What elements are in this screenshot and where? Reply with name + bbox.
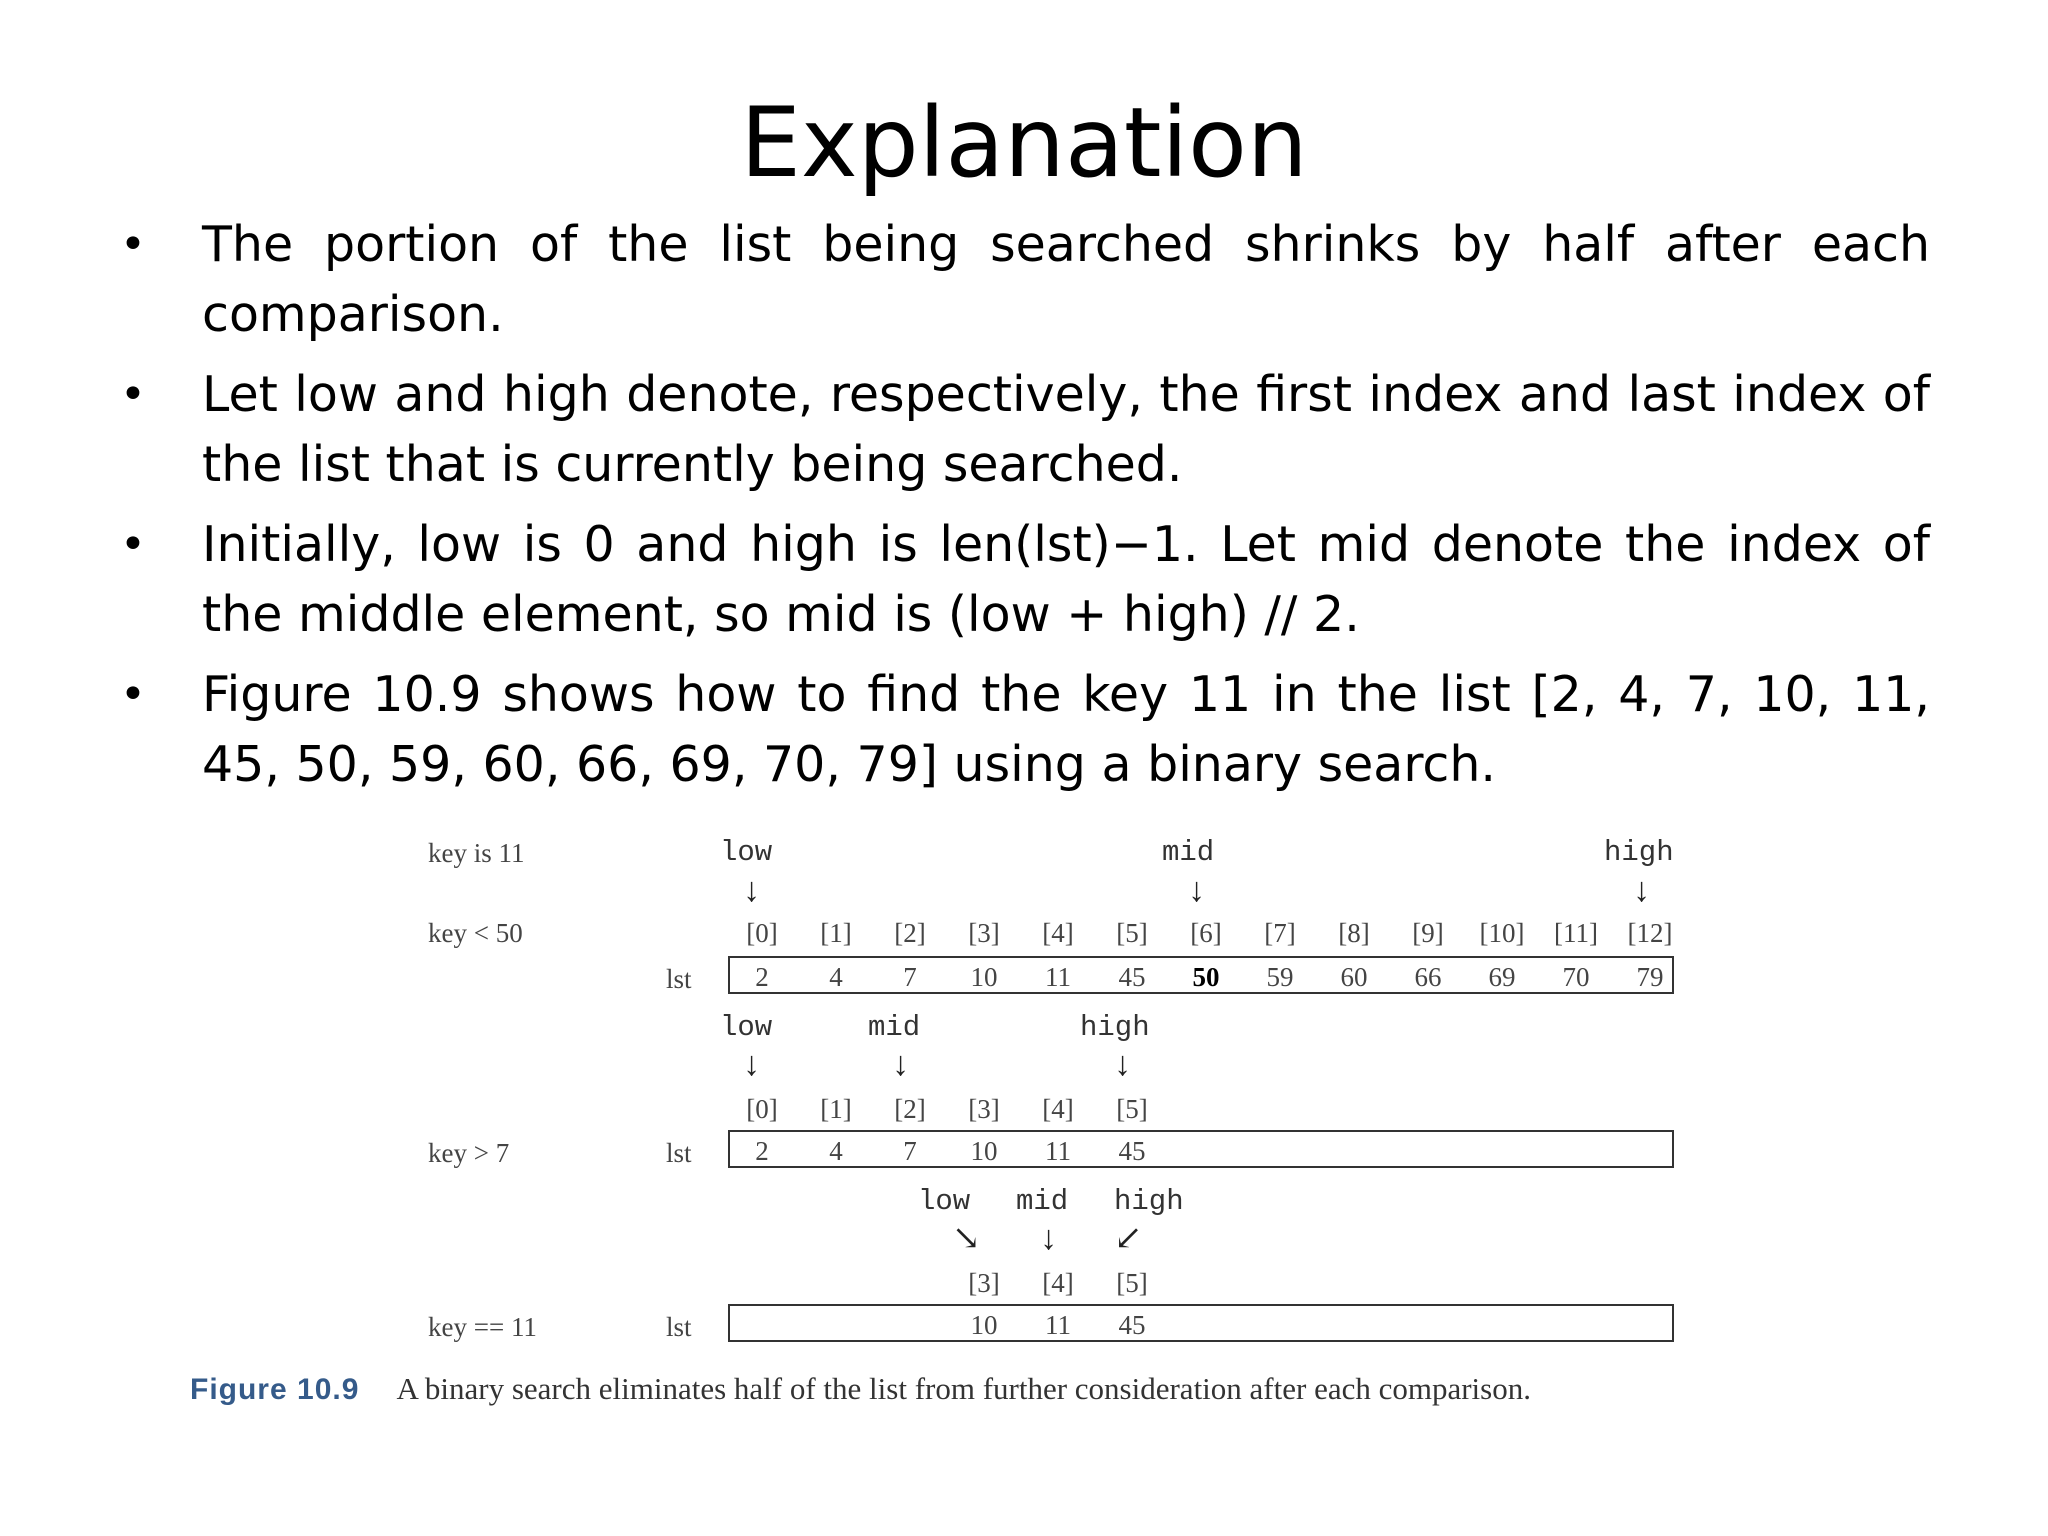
list-value: 10 bbox=[970, 1310, 998, 1340]
list-value: 70 bbox=[1562, 962, 1590, 992]
list-index: [5] bbox=[1116, 1268, 1148, 1298]
list-value: 79 bbox=[1636, 962, 1664, 992]
bullet-text: Let low and high denote, respectively, the first index and last index of the list that is currently being searched. bbox=[202, 366, 1930, 493]
row1-key-label: key < 50 bbox=[428, 918, 523, 948]
list-value: 66 bbox=[1414, 962, 1442, 992]
list-index: [9] bbox=[1412, 918, 1444, 948]
down-right-arrow-icon: ↘ bbox=[952, 1220, 981, 1257]
binary-search-figure bbox=[190, 826, 1950, 1466]
list-value: 7 bbox=[903, 962, 917, 992]
list-index: [6] bbox=[1190, 918, 1222, 948]
row1-low-label: low bbox=[720, 836, 773, 869]
list-index: [11] bbox=[1554, 918, 1598, 948]
bullet-dot: • bbox=[120, 219, 146, 270]
list-index: [10] bbox=[1479, 918, 1525, 948]
list-index: [12] bbox=[1627, 918, 1673, 948]
list-index: [3] bbox=[968, 918, 1000, 948]
down-arrow-icon: ↓ bbox=[1633, 872, 1650, 909]
row2-mid-label: mid bbox=[868, 1011, 921, 1044]
figure-caption bbox=[190, 1368, 1950, 1411]
row3-key-label: key == 11 bbox=[428, 1312, 537, 1342]
bullet-list bbox=[100, 210, 1930, 810]
down-arrow-icon: ↓ bbox=[743, 1046, 760, 1083]
bullet-dot: • bbox=[120, 519, 146, 570]
list-index: [3] bbox=[968, 1268, 1000, 1298]
list-value: 11 bbox=[1045, 1136, 1071, 1166]
row1-mid-label: mid bbox=[1162, 836, 1215, 869]
down-arrow-icon: ↓ bbox=[1188, 872, 1205, 909]
row2-low-label: low bbox=[720, 1011, 773, 1044]
slide-title: Explanation bbox=[740, 87, 1308, 199]
row2-key-label: key > 7 bbox=[428, 1138, 510, 1168]
list-value: 45 bbox=[1118, 1310, 1146, 1340]
list-value: 60 bbox=[1340, 962, 1368, 992]
list-index: [2] bbox=[894, 918, 926, 948]
list-index: [5] bbox=[1116, 918, 1148, 948]
list-value: 59 bbox=[1266, 962, 1294, 992]
bullet-text: The portion of the list being searched shrinks by half after each comparison. bbox=[202, 216, 1930, 343]
key-label-top: key is 11 bbox=[428, 838, 525, 868]
list-index: [7] bbox=[1264, 918, 1296, 948]
row2-list-box bbox=[728, 1130, 1674, 1168]
list-value: 2 bbox=[755, 962, 769, 992]
list-index: [1] bbox=[820, 918, 852, 948]
list-index: [1] bbox=[820, 1094, 852, 1124]
figure-caption-text: A binary search eliminates half of the list from further consideration after each comparison. bbox=[396, 1371, 1531, 1406]
down-left-arrow-icon: ↙ bbox=[1114, 1220, 1143, 1257]
list-value: 10 bbox=[970, 1136, 998, 1166]
bullet-text: Figure 10.9 shows how to find the key 11 in the list [2, 4, 7, 10, 11, 45, 50, 59, 60, 66, 69, 70, 79] using a binary search. bbox=[202, 666, 1930, 793]
figure-caption-label: Figure 10.9 bbox=[190, 1373, 360, 1406]
list-index: [0] bbox=[746, 1094, 778, 1124]
list-index: [2] bbox=[894, 1094, 926, 1124]
row3-high-label: high bbox=[1114, 1185, 1184, 1218]
list-value: 45 bbox=[1118, 962, 1146, 992]
list-value: 45 bbox=[1118, 1136, 1146, 1166]
down-arrow-icon: ↓ bbox=[1040, 1220, 1057, 1257]
list-value: 4 bbox=[829, 1136, 843, 1166]
row3-mid-label: mid bbox=[1016, 1185, 1069, 1218]
list-index: [4] bbox=[1042, 1094, 1074, 1124]
bullet-item bbox=[100, 660, 1930, 800]
bullet-item bbox=[100, 210, 1930, 350]
row3-list-label: lst bbox=[666, 1312, 692, 1342]
down-arrow-icon: ↓ bbox=[743, 872, 760, 909]
bullet-dot: • bbox=[120, 369, 146, 420]
row1-list-label: lst bbox=[666, 964, 692, 994]
list-value: 69 bbox=[1488, 962, 1516, 992]
bullet-text: Initially, low is 0 and high is len(lst)−1. Let mid denote the index of the middle element, so mid is (low + high) // 2. bbox=[202, 516, 1930, 643]
list-value: 11 bbox=[1045, 962, 1071, 992]
list-index: [4] bbox=[1042, 1268, 1074, 1298]
list-index: [3] bbox=[968, 1094, 1000, 1124]
list-index: [5] bbox=[1116, 1094, 1148, 1124]
list-value: 10 bbox=[970, 962, 998, 992]
down-arrow-icon: ↓ bbox=[1114, 1046, 1131, 1083]
list-value: 7 bbox=[903, 1136, 917, 1166]
bullet-item bbox=[100, 510, 1930, 650]
list-index: [4] bbox=[1042, 918, 1074, 948]
row3-list-box bbox=[728, 1304, 1674, 1342]
list-value: 2 bbox=[755, 1136, 769, 1166]
list-index: [8] bbox=[1338, 918, 1370, 948]
row1-high-label: high bbox=[1604, 836, 1674, 869]
row2-list-label: lst bbox=[666, 1138, 692, 1168]
list-value: 50 bbox=[1192, 962, 1220, 992]
row2-high-label: high bbox=[1080, 1011, 1150, 1044]
list-index: [0] bbox=[746, 918, 778, 948]
down-arrow-icon: ↓ bbox=[892, 1046, 909, 1083]
list-value: 4 bbox=[829, 962, 843, 992]
row3-low-label: low bbox=[918, 1185, 971, 1218]
bullet-item bbox=[100, 360, 1930, 500]
bullet-dot: • bbox=[120, 669, 146, 720]
list-value: 11 bbox=[1045, 1310, 1071, 1340]
